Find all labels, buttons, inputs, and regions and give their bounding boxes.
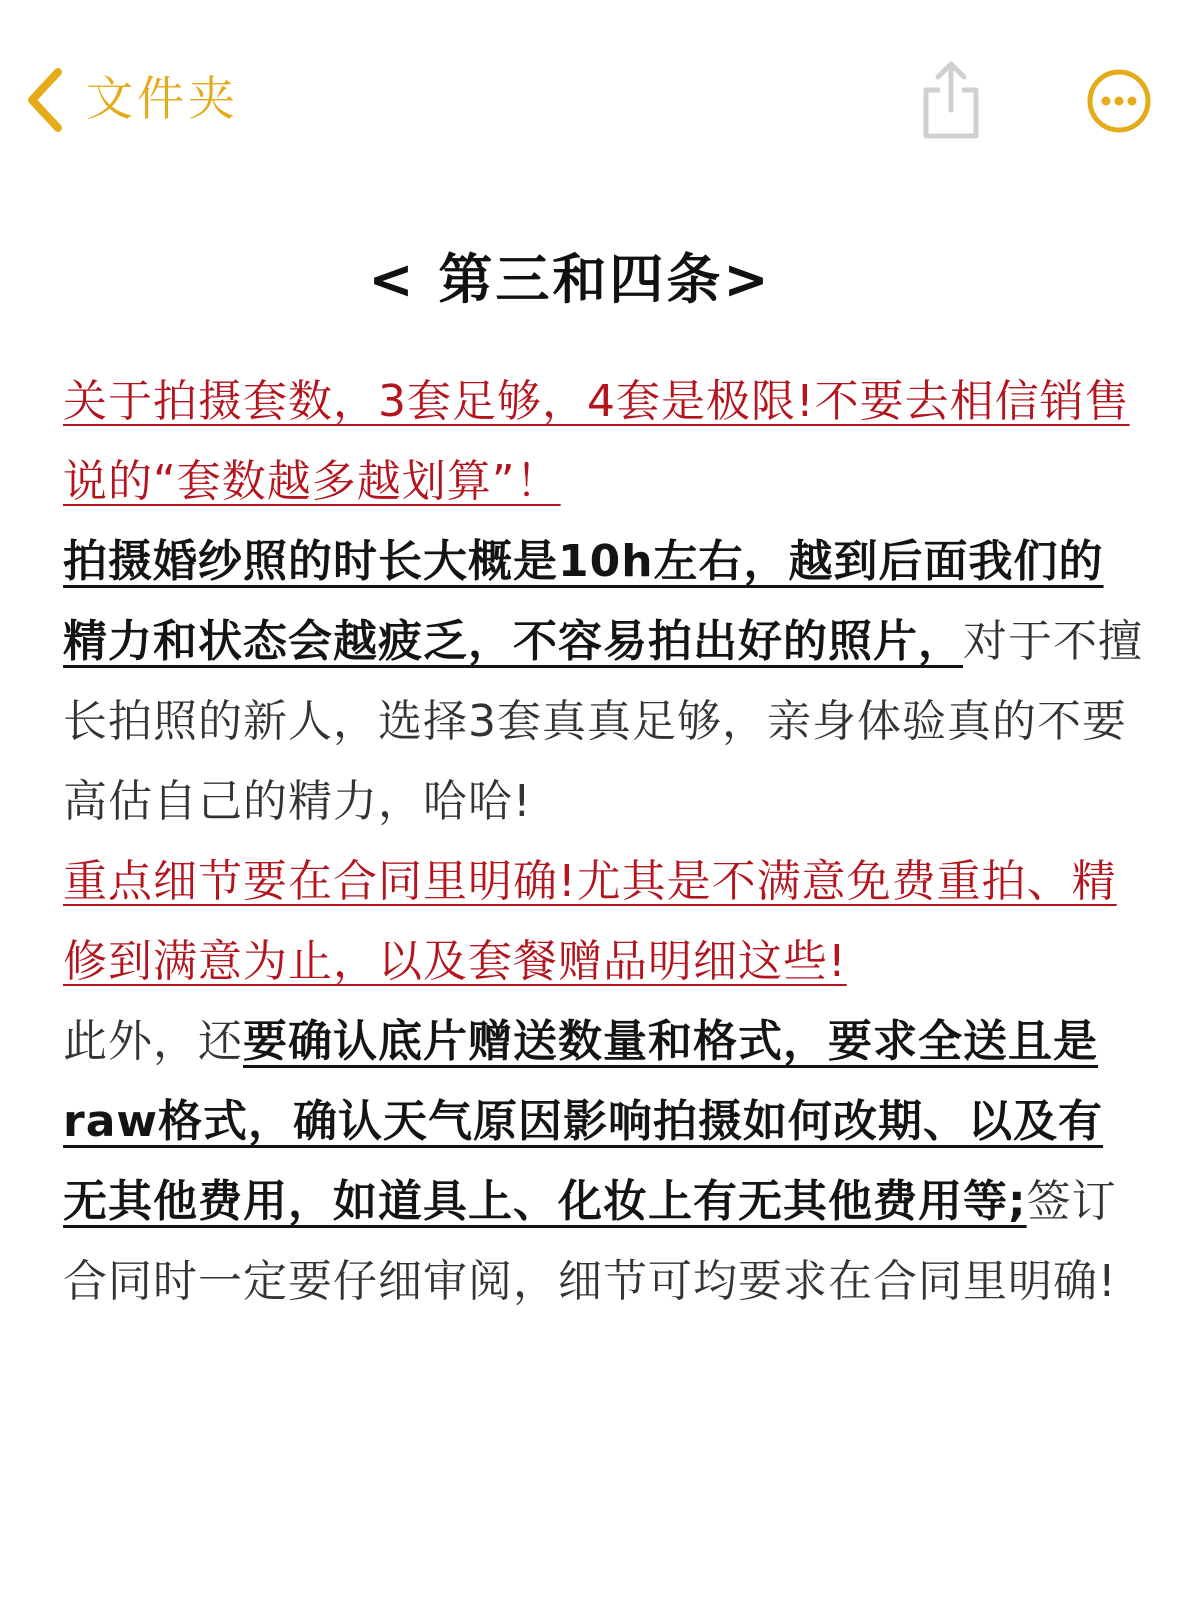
paragraph-contract-details xyxy=(63,842,1148,1002)
share-icon[interactable] xyxy=(918,58,984,142)
paragraph-shoot-sets xyxy=(63,362,1148,522)
chevron-left-icon xyxy=(22,66,66,134)
body-text: 此外，还 xyxy=(63,1016,243,1067)
navigation-bar xyxy=(0,0,1200,210)
back-label: 文件夹 xyxy=(86,72,239,127)
more-icon[interactable] xyxy=(1086,68,1152,134)
paragraph-shoot-duration xyxy=(63,522,1148,842)
back-button[interactable] xyxy=(22,62,239,138)
highlight-red-text: 重点细节要在合同里明确!尤其是不满意免费重拍、精修到满意为止，以及套餐赠品明细这些! xyxy=(63,856,1117,987)
body-text: 对于不擅长拍照的新人，选择3套真真足够，亲身体验真的不要高估自己的精力，哈哈! xyxy=(63,616,1143,827)
emphasis-bold-text: 要确认底片赠送数量和格式，要求全送且是raw格式，确认天气原因影响拍摄如何改期、以及有无其他费用，如道具上、化妆上有无其他费用等; xyxy=(63,1016,1104,1227)
paragraph-negatives-format xyxy=(63,1002,1148,1322)
note-title: < 第三和四条> xyxy=(368,248,772,311)
note-body xyxy=(63,362,1148,1322)
highlight-red-text: 关于拍摄套数，3套足够，4套是极限!不要去相信销售说的“套数越多越划算”！ xyxy=(63,376,1130,507)
emphasis-bold-text: 拍摄婚纱照的时长大概是10h左右，越到后面我们的精力和状态会越疲乏，不容易拍出好的照片， xyxy=(63,536,1104,667)
body-text: 签订合同时一定要仔细审阅，细节可均要求在合同里明确! xyxy=(63,1176,1117,1307)
